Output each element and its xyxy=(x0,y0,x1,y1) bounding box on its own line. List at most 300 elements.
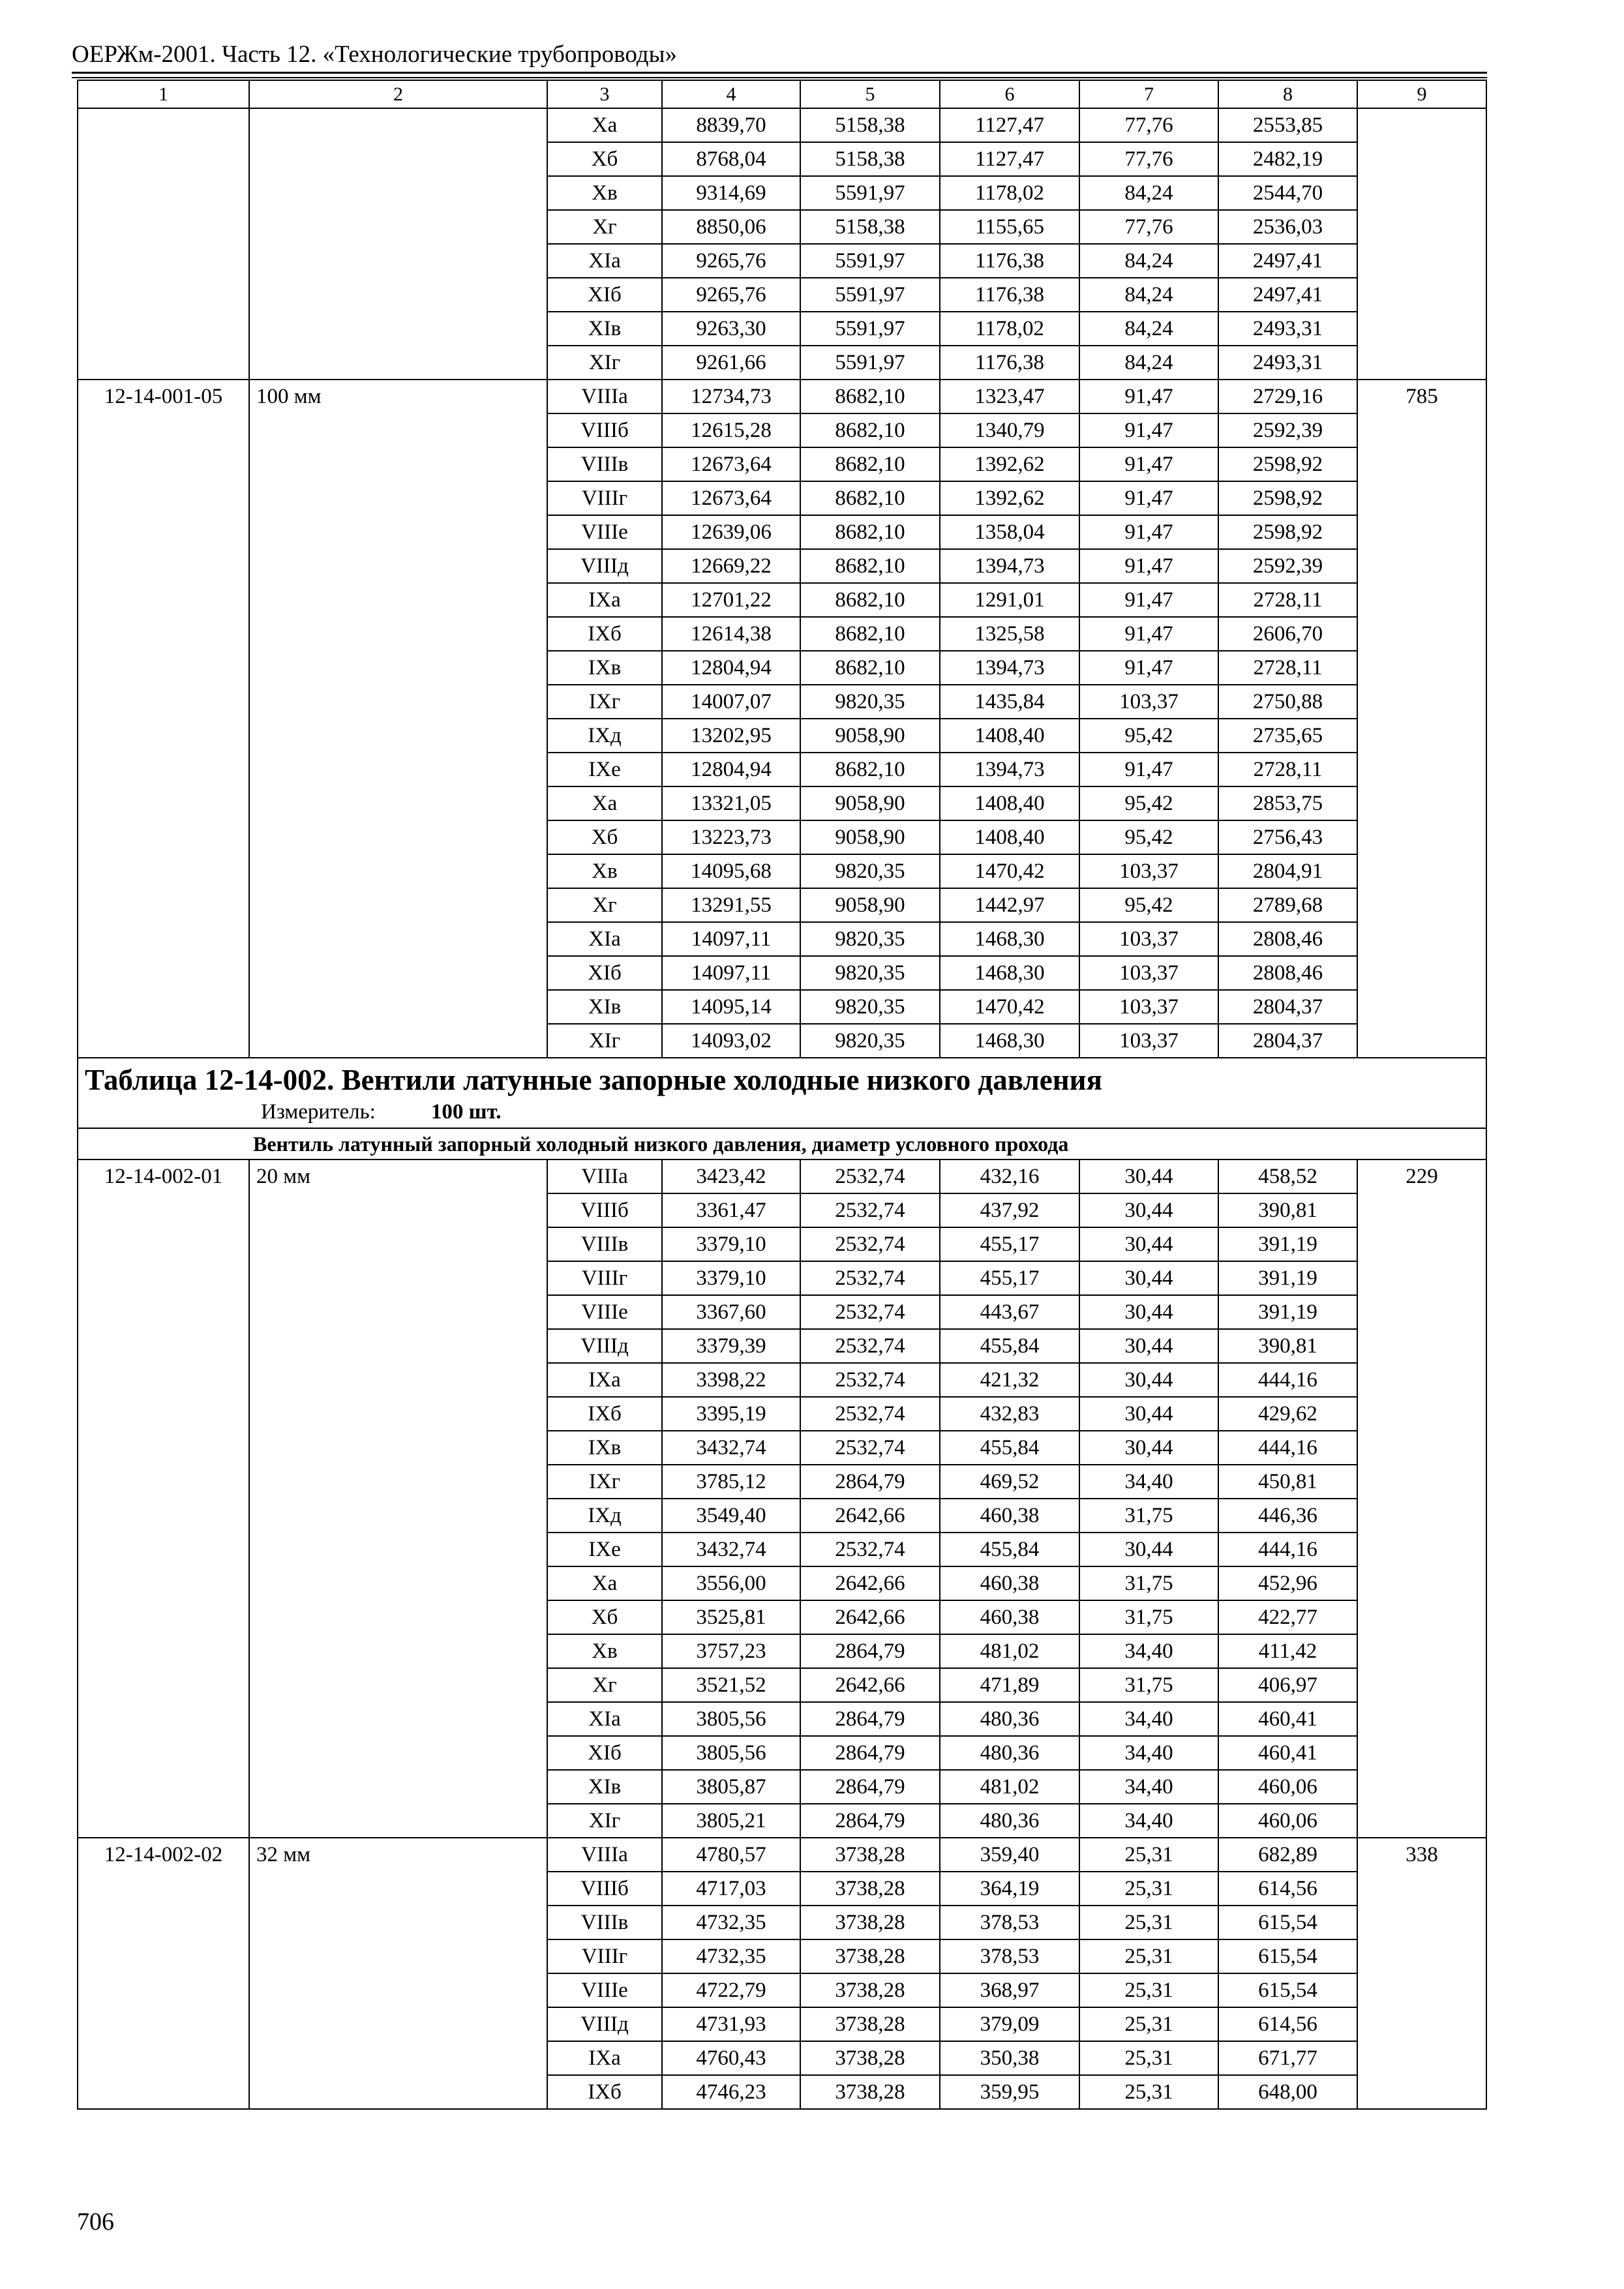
value-cell: 8682,10 xyxy=(800,583,940,617)
table-row xyxy=(78,244,1486,278)
value-cell: 14093,02 xyxy=(662,1024,800,1058)
resource-cell xyxy=(1357,1227,1486,1261)
rate-code-cell xyxy=(78,2075,249,2109)
value-cell: 2864,79 xyxy=(800,1736,940,1770)
resource-cell xyxy=(1357,549,1486,583)
rate-code-cell xyxy=(78,1533,249,1566)
value-cell: 2804,37 xyxy=(1218,1024,1357,1058)
value-cell: 1392,62 xyxy=(940,447,1079,481)
value-cell: 2735,65 xyxy=(1218,719,1357,753)
work-name-cell xyxy=(249,651,547,685)
resource-cell xyxy=(1357,1566,1486,1600)
value-cell: 3395,19 xyxy=(662,1397,800,1431)
zone-cell: IХг xyxy=(547,1465,662,1499)
zone-cell: ХIа xyxy=(547,1702,662,1736)
work-name-cell xyxy=(249,2041,547,2075)
resource-cell xyxy=(1357,1431,1486,1465)
value-cell: 480,36 xyxy=(940,1702,1079,1736)
work-name-cell xyxy=(249,210,547,244)
table-row xyxy=(78,617,1486,651)
work-name-cell: 32 мм xyxy=(249,1838,547,1872)
value-cell: 14095,68 xyxy=(662,854,800,888)
value-cell: 9820,35 xyxy=(800,854,940,888)
resource-cell xyxy=(1357,481,1486,515)
section-subtitle-row xyxy=(78,1128,1486,1159)
value-cell: 359,95 xyxy=(940,2075,1079,2109)
value-cell: 1155,65 xyxy=(940,210,1079,244)
value-cell: 2532,74 xyxy=(800,1261,940,1295)
value-cell: 3556,00 xyxy=(662,1566,800,1600)
value-cell: 1442,97 xyxy=(940,888,1079,922)
value-cell: 455,84 xyxy=(940,1329,1079,1363)
rate-code-cell xyxy=(78,142,249,176)
rate-code-cell xyxy=(78,786,249,820)
value-cell: 4780,57 xyxy=(662,1838,800,1872)
value-cell: 13321,05 xyxy=(662,786,800,820)
work-name-cell xyxy=(249,1499,547,1533)
resource-cell: 338 xyxy=(1357,1838,1486,1872)
value-cell: 5591,97 xyxy=(800,244,940,278)
zone-cell: Хг xyxy=(547,888,662,922)
table-row xyxy=(78,1431,1486,1465)
value-cell: 2532,74 xyxy=(800,1329,940,1363)
value-cell: 3738,28 xyxy=(800,1838,940,1872)
value-cell: 3367,60 xyxy=(662,1295,800,1329)
resource-cell xyxy=(1357,1024,1486,1058)
value-cell: 2808,46 xyxy=(1218,956,1357,990)
value-cell: 1323,47 xyxy=(940,380,1079,413)
value-cell: 9058,90 xyxy=(800,820,940,854)
col-header: 4 xyxy=(662,80,800,108)
value-cell: 30,44 xyxy=(1079,1533,1218,1566)
value-cell: 2493,31 xyxy=(1218,312,1357,346)
table-row xyxy=(78,1363,1486,1397)
value-cell: 4746,23 xyxy=(662,2075,800,2109)
value-cell: 77,76 xyxy=(1079,142,1218,176)
value-cell: 2750,88 xyxy=(1218,685,1357,719)
value-cell: 2864,79 xyxy=(800,1702,940,1736)
value-cell: 1394,73 xyxy=(940,753,1079,786)
value-cell: 25,31 xyxy=(1079,1872,1218,1906)
value-cell: 9820,35 xyxy=(800,922,940,956)
resource-cell xyxy=(1357,413,1486,447)
zone-cell: VIIIе xyxy=(547,1973,662,2007)
table-row xyxy=(78,1295,1486,1329)
value-cell: 1291,01 xyxy=(940,583,1079,617)
table-row xyxy=(78,1159,1486,1193)
rate-code-cell xyxy=(78,413,249,447)
table-row xyxy=(78,1193,1486,1227)
rate-code-cell: 12-14-002-02 xyxy=(78,1838,249,1872)
value-cell: 3525,81 xyxy=(662,1600,800,1634)
zone-cell: ХIб xyxy=(547,1736,662,1770)
value-cell: 2808,46 xyxy=(1218,922,1357,956)
value-cell: 2853,75 xyxy=(1218,786,1357,820)
rates-table xyxy=(77,80,1487,2110)
value-cell: 84,24 xyxy=(1079,346,1218,380)
table-row xyxy=(78,1872,1486,1906)
resource-cell xyxy=(1357,2007,1486,2041)
work-name-cell xyxy=(249,142,547,176)
rate-code-cell xyxy=(78,1465,249,1499)
value-cell: 1178,02 xyxy=(940,312,1079,346)
rate-code-cell xyxy=(78,922,249,956)
value-cell: 91,47 xyxy=(1079,481,1218,515)
resource-cell: 229 xyxy=(1357,1159,1486,1193)
table-row xyxy=(78,685,1486,719)
value-cell: 30,44 xyxy=(1079,1295,1218,1329)
rate-code-cell xyxy=(78,549,249,583)
work-name-cell xyxy=(249,1872,547,1906)
value-cell: 446,36 xyxy=(1218,1499,1357,1533)
zone-cell: IХа xyxy=(547,2041,662,2075)
value-cell: 615,54 xyxy=(1218,1973,1357,2007)
table-row xyxy=(78,1770,1486,1804)
col-header: 9 xyxy=(1357,80,1486,108)
value-cell: 34,40 xyxy=(1079,1770,1218,1804)
value-cell: 2864,79 xyxy=(800,1465,940,1499)
col-header: 6 xyxy=(940,80,1079,108)
work-name-cell xyxy=(249,1566,547,1600)
rate-code-cell xyxy=(78,176,249,210)
zone-cell: Ха xyxy=(547,108,662,142)
work-name-cell xyxy=(249,583,547,617)
value-cell: 95,42 xyxy=(1079,719,1218,753)
work-name-cell xyxy=(249,2007,547,2041)
table-row xyxy=(78,1499,1486,1533)
work-name-cell xyxy=(249,1533,547,1566)
value-cell: 1340,79 xyxy=(940,413,1079,447)
value-cell: 3738,28 xyxy=(800,1939,940,1973)
value-cell: 421,32 xyxy=(940,1363,1079,1397)
table-row xyxy=(78,990,1486,1024)
work-name-cell xyxy=(249,1906,547,1939)
value-cell: 9820,35 xyxy=(800,956,940,990)
value-cell: 437,92 xyxy=(940,1193,1079,1227)
value-cell: 2598,92 xyxy=(1218,481,1357,515)
value-cell: 25,31 xyxy=(1079,1939,1218,1973)
value-cell: 91,47 xyxy=(1079,651,1218,685)
rate-code-cell xyxy=(78,956,249,990)
value-cell: 458,52 xyxy=(1218,1159,1357,1193)
value-cell: 2544,70 xyxy=(1218,176,1357,210)
table-row xyxy=(78,753,1486,786)
value-cell: 455,84 xyxy=(940,1533,1079,1566)
zone-cell: ХIг xyxy=(547,346,662,380)
value-cell: 444,16 xyxy=(1218,1363,1357,1397)
value-cell: 9058,90 xyxy=(800,719,940,753)
value-cell: 2482,19 xyxy=(1218,142,1357,176)
table-row xyxy=(78,1939,1486,1973)
value-cell: 12614,38 xyxy=(662,617,800,651)
table-row xyxy=(78,1804,1486,1838)
value-cell: 8682,10 xyxy=(800,515,940,549)
value-cell: 452,96 xyxy=(1218,1566,1357,1600)
value-cell: 2729,16 xyxy=(1218,380,1357,413)
value-cell: 432,83 xyxy=(940,1397,1079,1431)
value-cell: 84,24 xyxy=(1079,312,1218,346)
value-cell: 4732,35 xyxy=(662,1906,800,1939)
value-cell: 103,37 xyxy=(1079,1024,1218,1058)
value-cell: 615,54 xyxy=(1218,1939,1357,1973)
value-cell: 1325,58 xyxy=(940,617,1079,651)
value-cell: 390,81 xyxy=(1218,1193,1357,1227)
resource-cell xyxy=(1357,854,1486,888)
work-name-cell xyxy=(249,956,547,990)
table-row xyxy=(78,1329,1486,1363)
value-cell: 30,44 xyxy=(1079,1227,1218,1261)
rate-code-cell xyxy=(78,685,249,719)
table-row xyxy=(78,1668,1486,1702)
value-cell: 481,02 xyxy=(940,1634,1079,1668)
resource-cell xyxy=(1357,888,1486,922)
value-cell: 4731,93 xyxy=(662,2007,800,2041)
value-cell: 1470,42 xyxy=(940,854,1079,888)
zone-cell: ХIг xyxy=(547,1024,662,1058)
value-cell: 2553,85 xyxy=(1218,108,1357,142)
work-name-cell xyxy=(249,990,547,1024)
rate-code-cell xyxy=(78,1363,249,1397)
value-cell: 3738,28 xyxy=(800,1906,940,1939)
value-cell: 350,38 xyxy=(940,2041,1079,2075)
work-name-cell xyxy=(249,1939,547,1973)
zone-cell: IХе xyxy=(547,753,662,786)
value-cell: 432,16 xyxy=(940,1159,1079,1193)
work-name-cell xyxy=(249,1973,547,2007)
value-cell: 9314,69 xyxy=(662,176,800,210)
rate-code-cell xyxy=(78,1872,249,1906)
value-cell: 91,47 xyxy=(1079,549,1218,583)
resource-cell xyxy=(1357,515,1486,549)
value-cell: 471,89 xyxy=(940,1668,1079,1702)
zone-cell: VIIIб xyxy=(547,1193,662,1227)
zone-cell: IХв xyxy=(547,1431,662,1465)
value-cell: 3805,56 xyxy=(662,1702,800,1736)
work-name-cell xyxy=(249,753,547,786)
value-cell: 12615,28 xyxy=(662,413,800,447)
value-cell: 9263,30 xyxy=(662,312,800,346)
value-cell: 2598,92 xyxy=(1218,515,1357,549)
value-cell: 3785,12 xyxy=(662,1465,800,1499)
value-cell: 9820,35 xyxy=(800,1024,940,1058)
work-name-cell xyxy=(249,176,547,210)
table-row xyxy=(78,515,1486,549)
work-name-cell xyxy=(249,1227,547,1261)
value-cell: 8682,10 xyxy=(800,617,940,651)
value-cell: 3805,56 xyxy=(662,1736,800,1770)
value-cell: 460,41 xyxy=(1218,1736,1357,1770)
rate-code-cell xyxy=(78,1431,249,1465)
col-header: 2 xyxy=(249,80,547,108)
table-row xyxy=(78,1533,1486,1566)
rate-code-cell xyxy=(78,753,249,786)
rate-code-cell xyxy=(78,1770,249,1804)
value-cell: 391,19 xyxy=(1218,1227,1357,1261)
work-name-cell xyxy=(249,481,547,515)
work-name-cell xyxy=(249,786,547,820)
resource-cell: 785 xyxy=(1357,380,1486,413)
value-cell: 95,42 xyxy=(1079,786,1218,820)
resource-cell xyxy=(1357,108,1486,142)
work-name-cell xyxy=(249,1295,547,1329)
rate-code-cell: 12-14-001-05 xyxy=(78,380,249,413)
value-cell: 12804,94 xyxy=(662,753,800,786)
resource-cell xyxy=(1357,1397,1486,1431)
value-cell: 8768,04 xyxy=(662,142,800,176)
value-cell: 2728,11 xyxy=(1218,583,1357,617)
resource-cell xyxy=(1357,922,1486,956)
value-cell: 2532,74 xyxy=(800,1159,940,1193)
zone-cell: Хв xyxy=(547,176,662,210)
value-cell: 34,40 xyxy=(1079,1702,1218,1736)
resource-cell xyxy=(1357,176,1486,210)
work-name-cell xyxy=(249,1363,547,1397)
table-row xyxy=(78,719,1486,753)
value-cell: 13291,55 xyxy=(662,888,800,922)
value-cell: 3805,21 xyxy=(662,1804,800,1838)
value-cell: 1392,62 xyxy=(940,481,1079,515)
zone-cell: IХд xyxy=(547,1499,662,1533)
work-name-cell: 20 мм xyxy=(249,1159,547,1193)
value-cell: 3738,28 xyxy=(800,2075,940,2109)
value-cell: 2642,66 xyxy=(800,1600,940,1634)
value-cell: 682,89 xyxy=(1218,1838,1357,1872)
value-cell: 9265,76 xyxy=(662,244,800,278)
value-cell: 34,40 xyxy=(1079,1465,1218,1499)
work-name-cell xyxy=(249,346,547,380)
rate-code-cell xyxy=(78,108,249,142)
value-cell: 1394,73 xyxy=(940,549,1079,583)
rate-code-cell xyxy=(78,1499,249,1533)
rate-code-cell xyxy=(78,1634,249,1668)
table-row xyxy=(78,1600,1486,1634)
value-cell: 460,38 xyxy=(940,1499,1079,1533)
zone-cell: Хв xyxy=(547,1634,662,1668)
rate-code-cell xyxy=(78,617,249,651)
value-cell: 1408,40 xyxy=(940,719,1079,753)
value-cell: 2598,92 xyxy=(1218,447,1357,481)
value-cell: 1127,47 xyxy=(940,108,1079,142)
header-rule xyxy=(72,72,1487,74)
zone-cell: IХа xyxy=(547,583,662,617)
value-cell: 8682,10 xyxy=(800,549,940,583)
value-cell: 3379,10 xyxy=(662,1227,800,1261)
value-cell: 455,17 xyxy=(940,1227,1079,1261)
zone-cell: VIIIб xyxy=(547,1872,662,1906)
resource-cell xyxy=(1357,447,1486,481)
zone-cell: ХIв xyxy=(547,990,662,1024)
zone-cell: IХа xyxy=(547,1363,662,1397)
rate-code-cell xyxy=(78,719,249,753)
rate-code-cell: 12-14-002-01 xyxy=(78,1159,249,1193)
value-cell: 4717,03 xyxy=(662,1872,800,1906)
resource-cell xyxy=(1357,142,1486,176)
zone-cell: VIIIв xyxy=(547,1906,662,1939)
table-row xyxy=(78,1838,1486,1872)
value-cell: 1176,38 xyxy=(940,346,1079,380)
value-cell: 25,31 xyxy=(1079,1838,1218,1872)
value-cell: 1178,02 xyxy=(940,176,1079,210)
page-number: 706 xyxy=(77,2208,114,2236)
value-cell: 9058,90 xyxy=(800,888,940,922)
value-cell: 3738,28 xyxy=(800,2007,940,2041)
work-name-cell xyxy=(249,312,547,346)
value-cell: 31,75 xyxy=(1079,1566,1218,1600)
value-cell: 91,47 xyxy=(1079,583,1218,617)
work-name-cell xyxy=(249,922,547,956)
zone-cell: ХIб xyxy=(547,278,662,312)
unit-label: Измеритель: xyxy=(261,1100,376,1124)
value-cell: 2592,39 xyxy=(1218,413,1357,447)
work-name-cell xyxy=(249,278,547,312)
zone-cell: Хб xyxy=(547,820,662,854)
value-cell: 614,56 xyxy=(1218,2007,1357,2041)
rate-code-cell xyxy=(78,1600,249,1634)
value-cell: 2532,74 xyxy=(800,1295,940,1329)
value-cell: 648,00 xyxy=(1218,2075,1357,2109)
value-cell: 1176,38 xyxy=(940,278,1079,312)
value-cell: 378,53 xyxy=(940,1906,1079,1939)
value-cell: 12669,22 xyxy=(662,549,800,583)
value-cell: 469,52 xyxy=(940,1465,1079,1499)
value-cell: 9058,90 xyxy=(800,786,940,820)
section-header xyxy=(78,1058,1486,1128)
value-cell: 2592,39 xyxy=(1218,549,1357,583)
resource-cell xyxy=(1357,719,1486,753)
value-cell: 444,16 xyxy=(1218,1533,1357,1566)
resource-cell xyxy=(1357,583,1486,617)
value-cell: 5591,97 xyxy=(800,346,940,380)
resource-cell xyxy=(1357,1736,1486,1770)
unit-value: 100 шт. xyxy=(430,1100,502,1124)
work-name-cell xyxy=(249,1193,547,1227)
work-name-cell xyxy=(249,820,547,854)
zone-cell: VIIIв xyxy=(547,447,662,481)
value-cell: 14095,14 xyxy=(662,990,800,1024)
value-cell: 671,77 xyxy=(1218,2041,1357,2075)
value-cell: 364,19 xyxy=(940,1872,1079,1906)
value-cell: 8682,10 xyxy=(800,380,940,413)
rate-code-cell xyxy=(78,820,249,854)
value-cell: 480,36 xyxy=(940,1736,1079,1770)
rate-code-cell xyxy=(78,244,249,278)
value-cell: 406,97 xyxy=(1218,1668,1357,1702)
table-row xyxy=(78,1465,1486,1499)
resource-cell xyxy=(1357,1939,1486,1973)
zone-cell: VIIIа xyxy=(547,380,662,413)
work-name-cell xyxy=(249,854,547,888)
table-row xyxy=(78,346,1486,380)
value-cell: 103,37 xyxy=(1079,854,1218,888)
rate-code-cell xyxy=(78,1295,249,1329)
value-cell: 2864,79 xyxy=(800,1770,940,1804)
value-cell: 3432,74 xyxy=(662,1533,800,1566)
resource-cell xyxy=(1357,1770,1486,1804)
value-cell: 460,38 xyxy=(940,1566,1079,1600)
value-cell: 1176,38 xyxy=(940,244,1079,278)
resource-cell xyxy=(1357,1193,1486,1227)
value-cell: 9820,35 xyxy=(800,685,940,719)
value-cell: 8850,06 xyxy=(662,210,800,244)
resource-cell xyxy=(1357,1329,1486,1363)
value-cell: 30,44 xyxy=(1079,1261,1218,1295)
value-cell: 2536,03 xyxy=(1218,210,1357,244)
work-name-cell xyxy=(249,515,547,549)
resource-cell xyxy=(1357,753,1486,786)
value-cell: 34,40 xyxy=(1079,1736,1218,1770)
value-cell: 455,17 xyxy=(940,1261,1079,1295)
value-cell: 91,47 xyxy=(1079,447,1218,481)
